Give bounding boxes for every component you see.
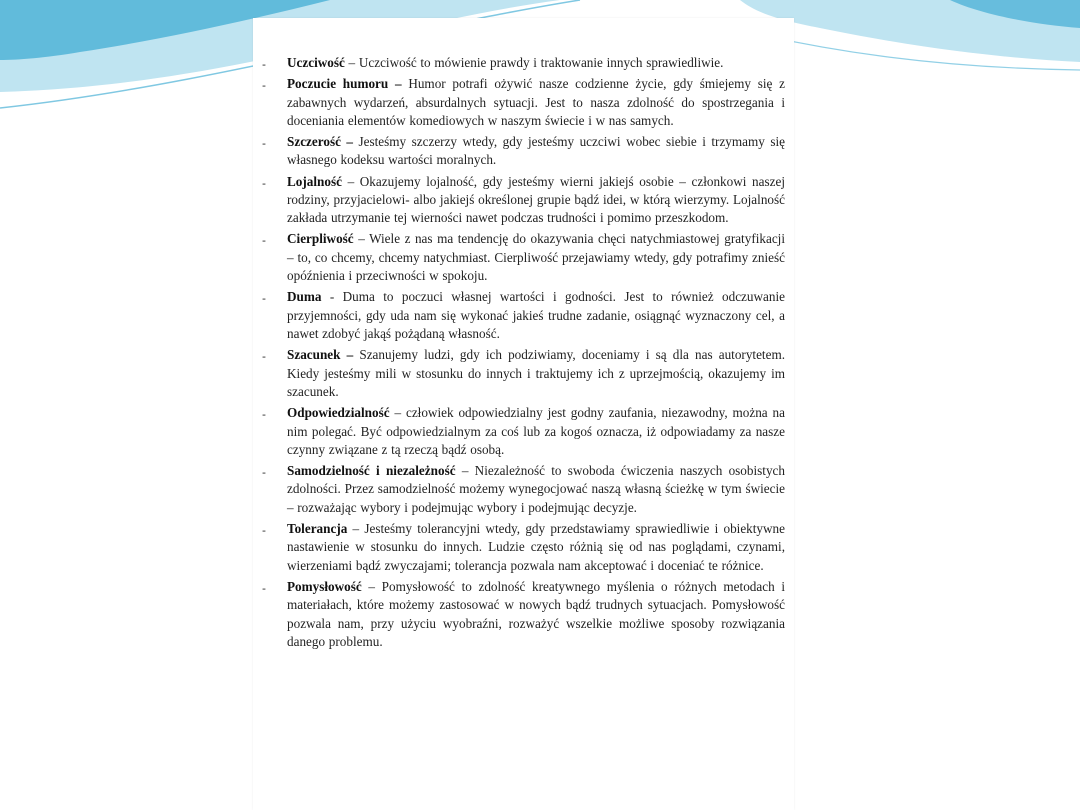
item-text [287,404,785,459]
bullet: - [262,581,266,595]
bullet: - [262,350,266,364]
item-term: Pomysłowość [287,578,362,594]
item-text [287,520,785,575]
item-text [287,230,785,285]
list-item [262,288,785,343]
bullet: - [262,176,266,190]
list-item [262,133,785,170]
document-page [253,18,794,810]
item-description: Humor potrafi ożywić nasze codzienne życie, gdy śmiejemy się z zabawnych wydarzeń, absurdalnych sytuacji. Jest to nasza zdolność do spostrzegania i doceniania elementów komediowych w naszym świecie i w nas samych. [287,76,785,128]
item-description: – Uczciwość to mówienie prawdy i traktowanie innych sprawiedliwie. [344,55,724,70]
item-description: – człowiek odpowiedzialny jest godny zaufania, niezawodny, można na nim polegać. Być odpowiedzialnym za coś lub za kogoś oznacza, iż odpowiadamy za nasze czynny związane z tą rzeczą bądź osobą. [287,405,785,457]
item-term: Tolerancja [287,520,348,536]
bullet: - [262,292,266,306]
item-term: Lojalność [287,173,342,189]
list-item [262,54,785,72]
list-item [262,404,785,459]
item-term: Uczciwość [287,55,345,70]
item-description: – Okazujemy lojalność, gdy jesteśmy wierni jakiejś osobie – członkowi naszej rodziny, przyjacielowi- albo jakiejś określonej grupie bądź idei, w którą wierzymy. Lojalność zakłada utrzymanie tej wierności nawet podczas trudności i pomimo przeszkodom. [287,173,785,226]
item-description: – Jesteśmy tolerancyjni wtedy, gdy przedstawiamy sprawiedliwie i obiektywne nastawienie w stosunku do innych. Ludzie często różnią się od nas poglądami, czynami, wierzeniami bądź zwyczajami; tolerancja pozwala nam akceptować i doceniać te różnice. [287,520,785,573]
item-text [287,462,785,517]
bullet: - [262,408,266,422]
item-term: Samodzielność i niezależność [287,463,456,479]
item-text [287,75,785,130]
bullet: - [262,137,266,150]
bullet: - [262,234,266,248]
item-term: Szczerość – [287,134,354,149]
list-item [262,75,785,130]
item-text [287,578,785,652]
item-description: – Niezależność to swoboda ćwiczenia naszych osobistych zdolności. Przez samodzielność możemy wynegocjować naszą własną ścieżkę w tym świecie – rozważając wybory i podejmując wybory i podejmując decyzje. [287,463,785,515]
list-item [262,578,785,652]
item-term: Poczucie humoru – [287,76,402,92]
list-item [262,173,785,228]
item-term: Odpowiedzialność [287,405,390,421]
item-term: Duma [287,289,322,305]
item-text [287,54,785,72]
item-description: – Pomysłowość to zdolność kreatywnego myślenia o różnych metodach i materiałach, które możemy zastosować w nowych bądź trudnych sytuacjach. Pomysłowość pozwala nam, przy użyciu wyobraźni, rozważyć wszelkie możliwe sposoby rozwiązania danego problemu. [287,578,785,650]
bullet: - [262,523,266,537]
bullet: - [262,58,266,71]
item-text [287,173,785,228]
item-term: Cierpliwość [287,231,354,247]
list-item [262,230,785,285]
list-item [262,462,785,517]
item-description: – Wiele z nas ma tendencję do okazywania chęci natychmiastowej gratyfikacji – to, co chcemy, chcemy natychmiast. Cierpliwość przejawiamy wtedy, gdy potrafimy znieść opóźnienia i przeciwności w spokoju. [287,231,785,284]
list-item [262,346,785,401]
bullet: - [262,79,266,93]
item-description: Jesteśmy szczerzy wtedy, gdy jesteśmy uczciwi wobec siebie i trzymamy się własnego kodeksu wartości moralnych. [287,134,785,168]
item-text [287,346,785,401]
list-item [262,520,785,575]
item-description: - Duma to poczuci własnej wartości i godności. Jest to również odczuwanie przyjemności, gdy uda nam się wykonać jakieś trudne zadanie, osiągnąć wyznaczony cel, a nawet zdobyć jakąś pożądaną własność. [287,289,785,342]
item-text [287,133,785,170]
item-text [287,288,785,343]
item-term: Szacunek – [287,347,354,363]
values-list [262,54,785,654]
bullet: - [262,466,266,480]
item-description: Szanujemy ludzi, gdy ich podziwiamy, doceniamy i są dla nas autorytetem. Kiedy jesteśmy mili w stosunku do innych i traktujemy ich z uprzejmością, okazujemy im szacunek. [287,347,785,400]
